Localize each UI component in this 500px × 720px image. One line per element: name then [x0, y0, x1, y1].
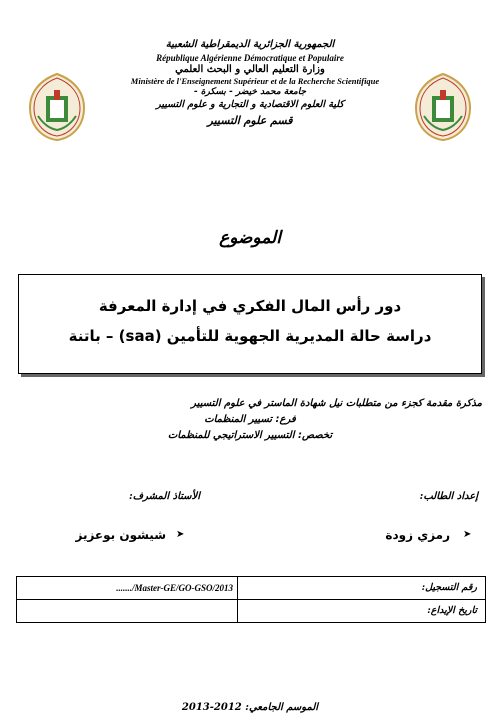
memo-specialty: تخصص: التسيير الاستراتيجي للمنظمات	[167, 430, 333, 441]
deposit-date-value	[17, 600, 237, 622]
memo-branch: فرع: تسيير المنظمات	[204, 414, 296, 425]
department-name-ar: قسم علوم التسيير	[207, 114, 293, 127]
university-name-ar: جامعة محمد خيضر - بسكرة -	[193, 87, 307, 97]
registration-number-label: رقم التسجيل:	[421, 582, 477, 593]
memo-description: مذكرة مقدمة كجزء من متطلبات نيل شهادة الماستر في علوم التسيير	[191, 398, 482, 409]
deposit-date-label: تاريخ الإيداع:	[427, 605, 477, 616]
academic-year: الموسم الجامعي: 2012-2013	[181, 702, 319, 713]
republic-name-ar: الجمهورية الجزائرية الديمقراطية الشعبية	[165, 39, 335, 50]
arrow-bullet-icon: ➤	[463, 529, 472, 540]
republic-name-fr: République Algérienne Démocratique et Populaire	[156, 53, 344, 63]
registration-table	[16, 576, 486, 623]
student-name: رمزي زودة	[385, 528, 450, 542]
topic-label: الموضوع	[219, 228, 281, 248]
ministry-name-ar: وزارة التعليم العالي و البحث العلمي	[175, 64, 325, 75]
registration-number-value: ......./Master-GE/GO-GSO/2013	[116, 583, 233, 593]
supervisor-name: شيشون بوعزيز	[75, 528, 166, 542]
thesis-title-line1: دور رأس المال الفكري في إدارة المعرفة	[98, 297, 402, 315]
thesis-title-line2: دراسة حالة المديرية الجهوية للتأمين (saa) – باتنة	[68, 327, 432, 345]
faculty-name-ar: كلية العلوم الاقتصادية و التجارية و علوم التسيير	[156, 99, 344, 110]
arrow-bullet-icon: ➤	[176, 529, 185, 540]
student-label: إعداد الطالب:	[419, 491, 478, 502]
university-logo-right	[414, 72, 472, 142]
supervisor-label: الأستاذ المشرف:	[129, 491, 200, 502]
ministry-name-fr: Ministère de l'Enseignement Supérieur et de la Recherche Scientifique	[130, 76, 380, 86]
thesis-title-box	[18, 274, 482, 374]
university-logo-left	[28, 72, 86, 142]
